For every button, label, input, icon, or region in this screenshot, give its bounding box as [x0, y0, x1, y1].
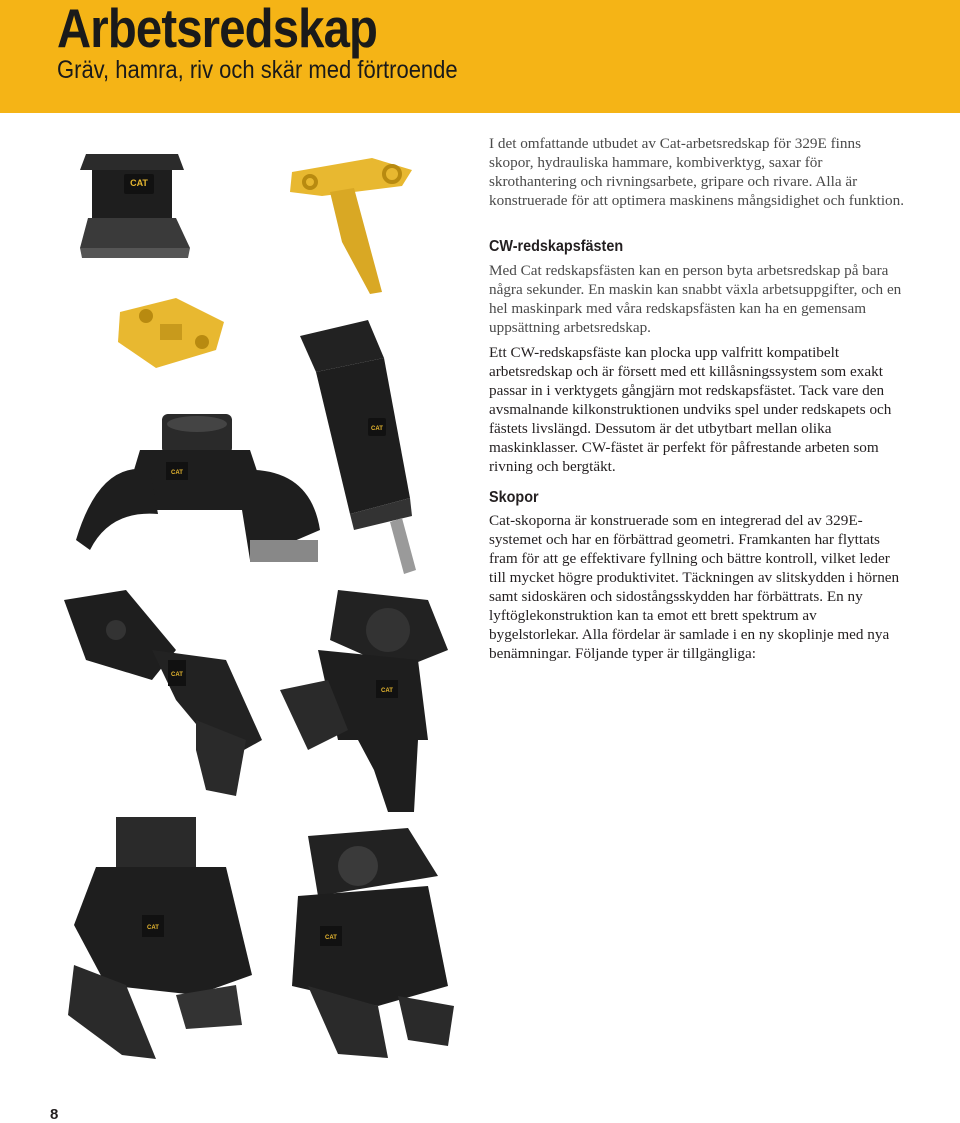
svg-text:CAT: CAT: [371, 426, 383, 432]
page-title: Arbetsredskap: [57, 0, 378, 59]
couplers-paragraph-1: Med Cat redskapsfästen kan en person byta arbetsredskap på bara några sekunder. En maskin kan snabbt växla arbetsuppgifter, och en hel maskinpark med våra redskapsfästen kan ha en gemensam uppsättning arbetsredskap.: [489, 262, 902, 336]
couplers-body-2: [489, 343, 909, 476]
coupler-image: [116, 292, 228, 372]
intro-paragraph: I det omfattande utbudet av Cat-arbetsredskap för 329E finns skopor, hydrauliska hammare, kombiverktyg, saxar för skrothantering och rivningsarbete, gripare och rivare. Alla är konstruerade för att optimera maskinens mångsidighet och funktion.: [489, 135, 905, 209]
vibratory-plate-compactor-image: [78, 148, 193, 263]
buckets-paragraph: Cat-skoporna är konstruerade som en integrerad del av 329E-systemet och har en förbättrad geometri. Framkanten har flyttats fram för att ge effektivare fyllning och bättre kontroll, vilket leder till mycket högre produktivitet. Täckningen av slitskydden i hörnen samt sidoskären och sidostångsskydden har förbättrats. En ny lyftöglekonstruktion kan ta emot ett brett spektrum av bygelstorlekar. Alla fördelar är samlade i en ny skoplinje med nya benämningar. Följande typer är tillgängliga:: [489, 512, 900, 662]
cat-logo: CAT: [130, 178, 148, 188]
demolition-shear-image: [56, 590, 268, 800]
ripper-image: [282, 152, 417, 297]
buckets-body: [489, 511, 909, 663]
buckets-section: [489, 488, 909, 507]
multi-processor-jaw-image: [66, 815, 256, 1060]
couplers-section: [489, 237, 909, 256]
couplers-paragraph-2: Ett CW-redskapsfäste kan plocka upp valfritt kompatibelt arbetsredskap och är försett med ett killåsningssystem som exakt passar in i verktygets gångjärn mot redskapsfästet. Tack vare den avsmalnande kilkonstruktionen undviks spel under redskapets och fästets livslängd. Dessutom är det utbytbart mellan olika maskinklasser. CW-fästet är perfekt för påfrestande arbeten som rivning och bergtäkt.: [489, 344, 892, 475]
sorting-grapple-image: [70, 410, 322, 570]
page-subtitle: Gräv, hamra, riv och skär med förtroende: [57, 56, 458, 84]
header-banner: [0, 0, 960, 113]
rotating-multi-processor-image: [278, 590, 458, 815]
pulverizer-image: [278, 826, 460, 1061]
svg-text:CAT: CAT: [171, 672, 183, 678]
intro-text: [489, 134, 909, 210]
svg-text:CAT: CAT: [171, 470, 183, 476]
page-number: 8: [50, 1106, 59, 1123]
svg-text:CAT: CAT: [325, 935, 337, 941]
buckets-heading: Skopor: [489, 489, 539, 506]
svg-text:CAT: CAT: [381, 688, 393, 694]
couplers-body: [489, 261, 909, 337]
couplers-heading: CW-redskapsfästen: [489, 238, 624, 255]
svg-text:CAT: CAT: [147, 925, 159, 931]
